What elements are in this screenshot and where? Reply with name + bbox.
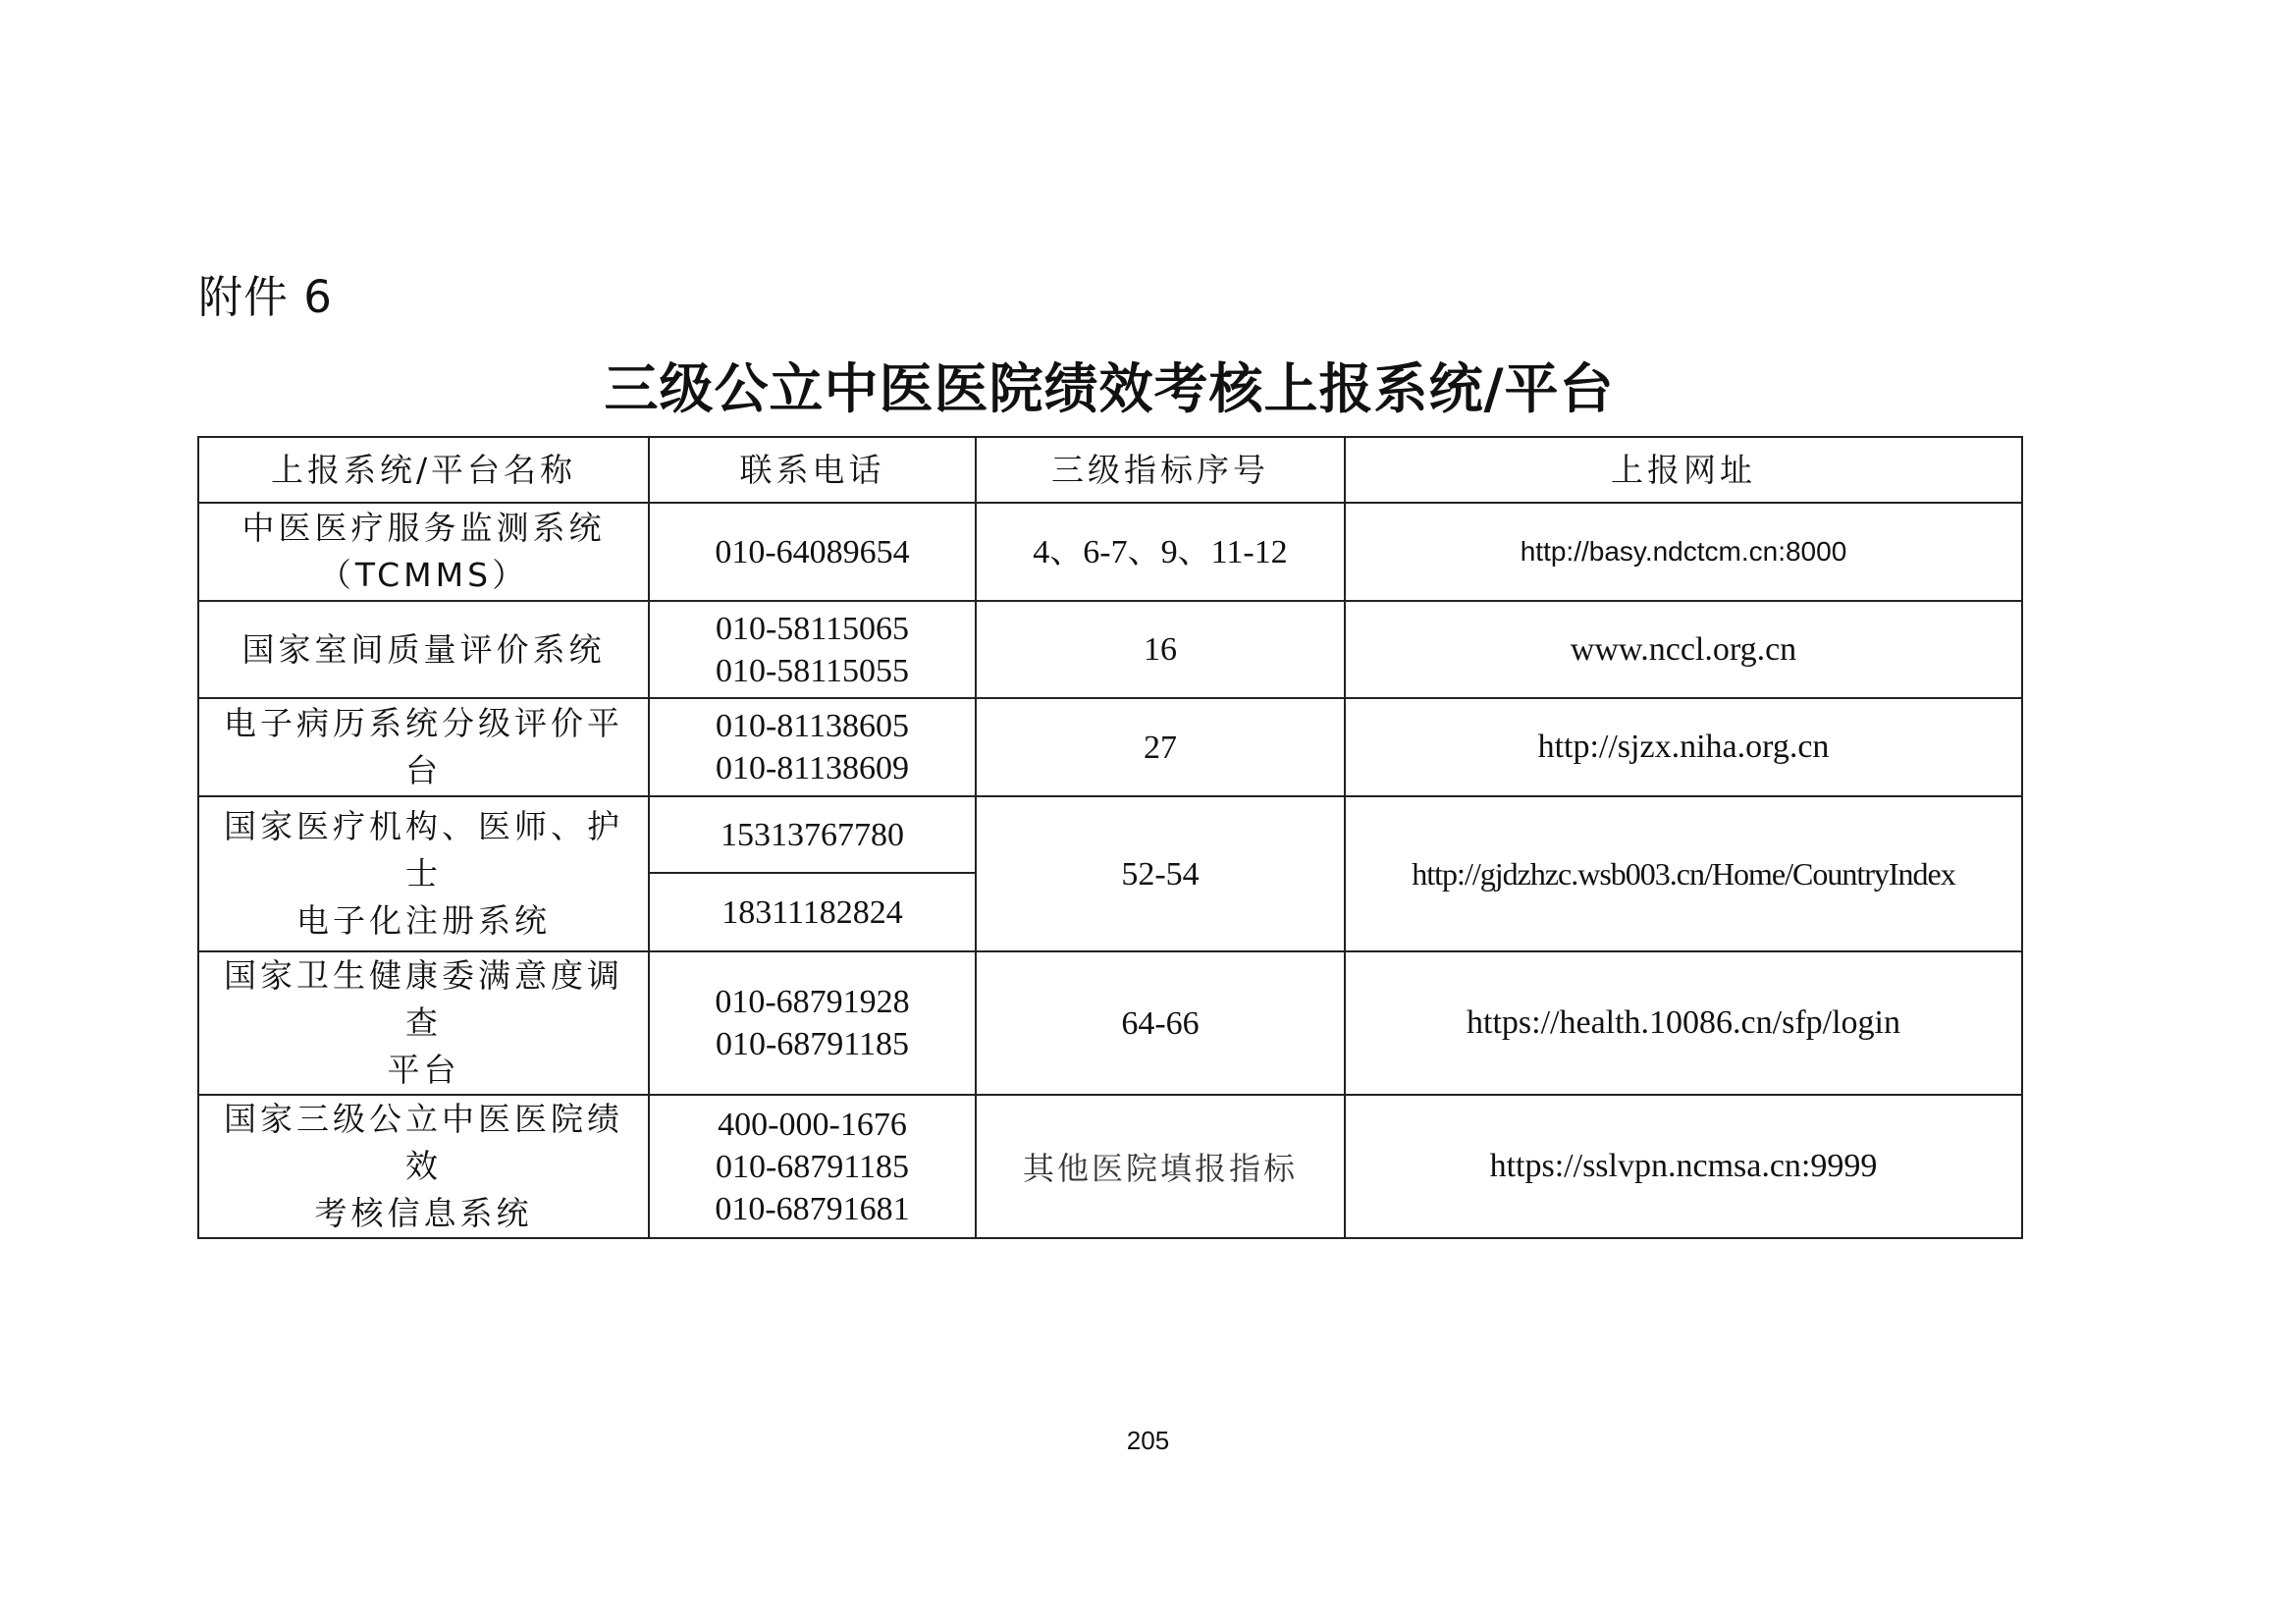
phone-cell [649,951,976,1095]
phone-number: 010-64089654 [715,533,910,570]
phone-number: 010-81138605 [715,708,910,744]
table-row [198,503,2022,601]
system-name: 电子病历系统分级评价平台 [224,704,623,789]
phone-cell [649,698,976,796]
table-row [198,601,2022,698]
attachment-label: 附件 6 [198,271,333,323]
phone-number: 010-68791928 [715,984,910,1020]
table-row [198,796,2022,873]
table-header-row [198,437,2022,503]
report-url[interactable]: http://sjzx.niha.org.cn [1345,698,2022,796]
table-row [198,1095,2022,1238]
system-name: 平台 [387,1051,460,1089]
phone-cell: 15313767780 [649,796,976,873]
table-row [198,951,2022,1095]
report-url[interactable]: www.nccl.org.cn [1345,601,2022,698]
reporting-systems-table [197,436,2023,1239]
system-name: 国家室间质量评价系统 [241,629,606,669]
report-url[interactable]: https://sslvpn.ncmsa.cn:9999 [1345,1095,2022,1238]
phone-number: 010-68791185 [715,1026,910,1062]
indicator-cell: 52-54 [976,796,1345,951]
system-name: 国家卫生健康委满意度调查 [224,956,623,1042]
header-contact-phone: 联系电话 [649,437,976,503]
report-url[interactable]: https://health.10086.cn/sfp/login [1345,951,2022,1095]
indicator-cell: 16 [976,601,1345,698]
phone-cell: 18311182824 [649,873,976,951]
page-number: 205 [1126,1426,1170,1455]
indicator-cell: 64-66 [976,951,1345,1095]
table-row [198,698,2022,796]
report-url[interactable]: http://gjdzhzc.wsb003.cn/Home/CountryIndex [1345,796,2022,951]
system-name-cell [198,601,649,698]
phone-number: 010-68791185 [715,1148,910,1185]
system-name: 中医医疗服务监测系统 [241,509,606,547]
phone-number: 400-000-1676 [718,1106,907,1143]
system-name-cell [198,698,649,796]
indicator-cell: 27 [976,698,1345,796]
system-name-cell [198,796,649,951]
phone-number: 010-68791681 [715,1190,910,1227]
indicator-cell: 4、6-7、9、11-12 [976,503,1345,601]
system-name-cell [198,1095,649,1238]
header-system-name: 上报系统/平台名称 [198,437,649,503]
phone-cell [649,601,976,698]
system-name: 国家医疗机构、医师、护士 [224,807,623,893]
phone-number: 010-81138609 [715,750,910,786]
system-name: 国家三级公立中医医院绩效 [224,1100,623,1185]
system-name: 考核信息系统 [314,1194,533,1232]
header-indicator-number: 三级指标序号 [976,437,1345,503]
indicator-cell: 其他医院填报指标 [976,1095,1345,1238]
system-name-abbr: （TCMMS） [318,556,529,594]
document-title: 三级公立中医医院绩效考核上报系统/平台 [604,356,1615,420]
system-name: 电子化注册系统 [296,901,551,940]
phone-number: 010-58115065 [715,610,910,647]
phone-cell [649,503,976,601]
system-name-cell [198,951,649,1095]
header-report-url: 上报网址 [1345,437,2022,503]
phone-number: 010-58115055 [715,652,910,689]
phone-cell [649,1095,976,1238]
system-name-cell [198,503,649,601]
report-url[interactable]: http://basy.ndctcm.cn:8000 [1345,503,2022,601]
